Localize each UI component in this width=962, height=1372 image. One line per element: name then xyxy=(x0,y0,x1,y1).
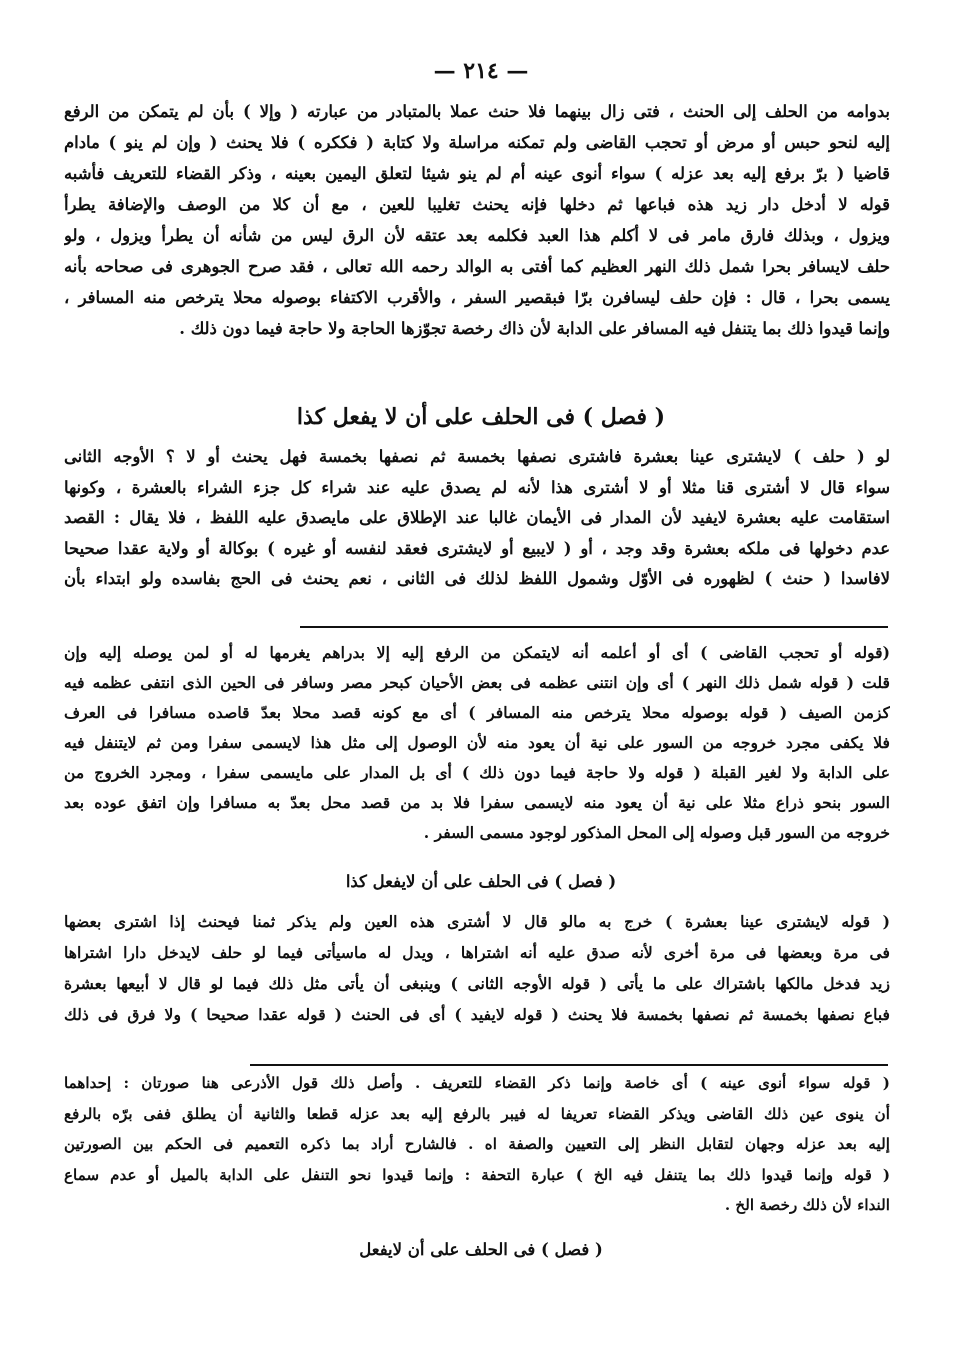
text-line: السور بنحو ذراع مثلا على نية أن يعود منه لايسمى سفرا فلا بد من قصد محل بعدّ به مسافرا وإن اتفق عوده بعد xyxy=(64,793,890,812)
text-line: قاضيا ( برّ برفع إليه بعد عزله ) سواء أنوى عينه أم لم ينو شيئا لتعلق اليمين بعينه ، وذكر القضاء للتعريف فأشبه xyxy=(64,164,890,183)
text-line: حلف لايسافر بحرا شمل ذلك النهر العظيم كما أفتى به الوالد رحمه الله تعالى ، فقد صرح الجوهرى فى صحاحه بأنه xyxy=(64,257,890,276)
text-line: على الدابة ولا لغير القبلة ( قوله ولا حاجة فيما دون ذلك ) أى بل المدار على مايسمى سفرا ، ومجرد الخروج من xyxy=(64,763,890,782)
text-line: لافاسدا ( حنث ) لظهوره فى الأوّل وشمول اللفظ لذلك فى الثانى ، نعم يحنث فى الحج بفاسده ولو ابتداء بأن xyxy=(64,569,890,588)
text-line: ( قوله لايشترى عينا بعشرة ) خرج به مالو قال لا أشترى هذه العين ولم يذكر ثمنا فيحنث إذا اشترى بعضها xyxy=(64,912,890,931)
text-line: عدم دخولها فى ملكه بعشرة وقد وجد ، أو ( لايبيع أو لايشترى فعقد لنفسه أو غيره ) بوكالة أو ولاية عقدا صحيحا xyxy=(64,538,890,558)
text-line: فباع نصفها بخمسة ثم نصفها بخمسة فلا يحنث ( قوله لايفيد ) أى فى الحنث ( قوله عقدا صحيحا ) ولا فرق فى ذلك xyxy=(64,1005,890,1024)
text-line: زيد فدخل مالكها باشتراك على ما يأتى ( قوله الأوجه الثانى ) وينبغى أن يأتى مثل ذلك فيما لو قال لا أبيعها بعشرة xyxy=(64,974,890,993)
commentary-heading-2: ( فصل ) فى الحلف على أن لايفعل xyxy=(359,1240,603,1259)
divider-rule xyxy=(300,626,888,628)
commentary-block-1 xyxy=(64,638,890,848)
text-line: النداء لأن ذلك رخصة الخ . xyxy=(724,1196,890,1214)
main-text-block xyxy=(64,96,890,344)
main-text-block-2 xyxy=(64,442,890,595)
text-line: قلت ( قوله شمل ذلك النهر ) أى وإن انتنى عظمه فى بعض الأحيان كبحر مصر وسافر فى الحين الذى انتفى عظمه فيه xyxy=(64,673,890,692)
section-heading: ( فصل ) فى الحلف على أن لا يفعل كذا xyxy=(296,404,666,430)
text-line: استقامت عليه بعشرة لايفيد لأن المدار فى الأيمان غالبا عند الإطلاق على مايصدق عليه اللفظ ، فلا يقال : القصد xyxy=(64,508,890,527)
text-line: ( قوله وإنما قيدوا ذلك بما يتنفل فيه الخ ) عبارة التحفة : وإنما قيدوا نحو التنفل على الدابة بالميل أو عدم سماع xyxy=(64,1165,890,1184)
text-line: كزمن الصيف ( قوله بوصوله محلا يترخص منه المسافر ) أى مع كونه قصد محلا بعدّ قاصده مسافرا فى العرف xyxy=(64,703,890,722)
text-line: فلا يكفى مجرد خروجه من السور على نية أن يعود منه لأن الوصول إلى مثل هذا لايسمى سفرا ومن ثم لايتنفل فيه xyxy=(64,733,890,752)
text-line: إليه لنحو حبس أو مرض أو تحجب القاضى ولم تمكنه مراسلة ولا كتابة ( فككره ) فلا يحنث ( وإن لم ينو ) مادام xyxy=(64,133,890,152)
text-line: ويزول ، وبذلك فارق مامر فى لا أكلم هذا العبد فكلمه بعد عتقه لأن الرق ليس من شأنه أن يطرأ ويزول ، ولو xyxy=(64,226,890,245)
text-line: يسمى بحرا ، قال : فإن حلف ليسافرن برّا فبقصير السفر ، والأقرب الاكتفاء بوصوله محلا يترخص منه المسافر ، xyxy=(64,288,890,307)
text-line: قوله لا أدخل دار زيد هذه فباعها ثم دخلها فإنه يحنث تغليبا للعين ، مع أن كلا من الوصف والإضافة يطرأ xyxy=(64,195,890,214)
text-line: وإنما قيدوا ذلك بما يتنفل فيه المسافر على الدابة لأن ذاك رخصة تجوّزها الحاجة ولا حاجة فيما دون ذلك . xyxy=(179,319,890,338)
text-line: ( قوله سواء أنوى عينه ) أى خاصة وإنما ذكر القضاء للتعريف . وأصل ذلك قول الأذرعى هنا صورتان : إحداهما xyxy=(64,1074,890,1092)
text-line: سواء قال لا أشترى قنا مثلا أو لا أشترى هذا لأنه لم يصدق عليه عند شراء كل جزء الشراء بالعشرة ، وكونها xyxy=(64,477,890,497)
page-number: — ٢١٤ — xyxy=(433,58,529,84)
text-line: خروجه من السور قبل وصوله إلى المحل المذكور لوجود مسمى السفر . xyxy=(423,823,890,842)
text-line: إليه بعد عزله وجهان لتقابل النظر إلى التعيين والصفة اه . فالشارح أراد بما ذكره التعميم فى الحكم بين الصورتين xyxy=(64,1135,890,1153)
text-line: (قوله أو تحجب القاضى ) أى أو أعلمه أنه لايتمكن من الرفع إليه إلا بدراهم يغرمها له أو لمن يوصله إليه وإن xyxy=(64,643,890,662)
text-line: أن ينوى عين ذلك القاضى ويذكر القضاء تعريفا له فيبر بالرفع إليه بعد عزله قطعا والثانية أن يطلق ففى برّه بالرفع xyxy=(64,1104,890,1123)
text-line: لو ( حلف ) لايشترى عينا بعشرة فاشترى نصفها بخمسة ثم نصفها بخمسة فهل يحنث أو لا ؟ الأوجه الثانى xyxy=(64,447,890,466)
text-line: بدوامه من الحلف إلى الحنث ، فتى زال بينهما فلا حنث عملا بالمتبادر من عبارته ( وإلا ) بأن لم يتمكن من الرفع xyxy=(64,102,890,121)
divider-rule xyxy=(250,1064,888,1066)
commentary-block-3 xyxy=(64,1068,890,1221)
commentary-heading-1: ( فصل ) فى الحلف على أن لايفعل كذا xyxy=(345,872,617,891)
text-line: فى مرة وبعضها فى مرة أخرى لأنه صدق عليه أنه اشتراها ، ويدل له ماسيأتى فيما لو حلف لايدخل دارا اشتراها xyxy=(64,943,890,962)
commentary-block-2 xyxy=(64,906,890,1030)
